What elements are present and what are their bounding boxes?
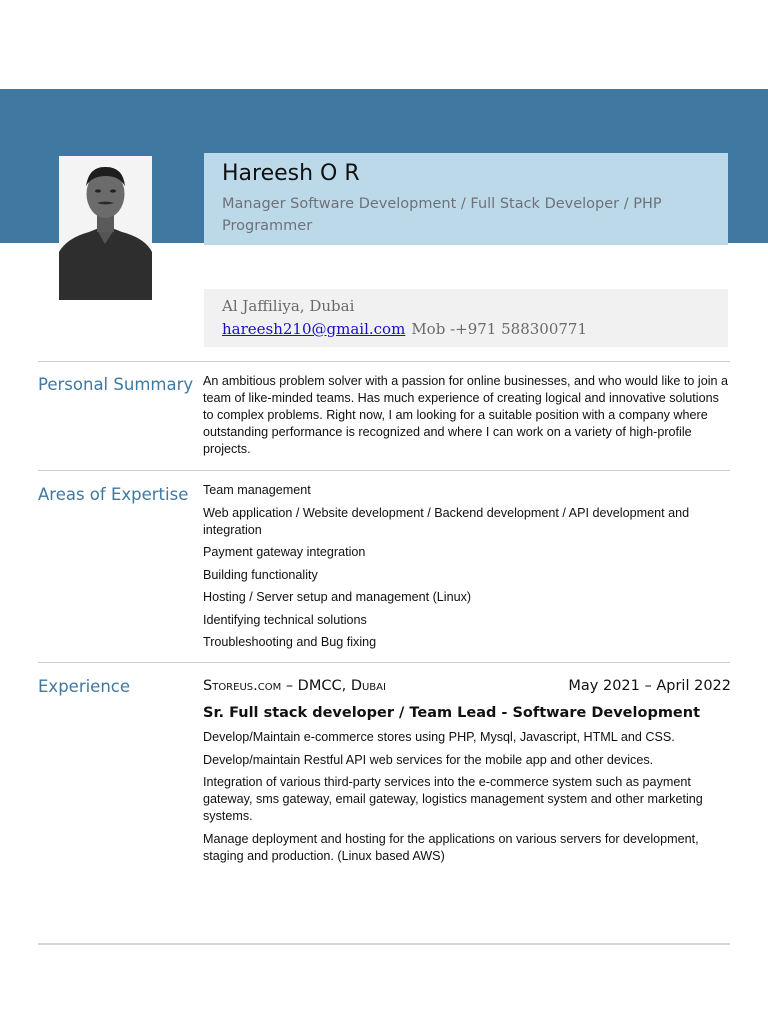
- summary-section: [203, 373, 731, 464]
- section-divider: [38, 662, 730, 663]
- summary-text: An ambitious problem solver with a passion for online businesses, and who would like to join a team of like-minded teams. Has much experience of creating logical and innovative solutions to complex problems. Right now, I am looking for a suitable position with a company where outstanding performance is recognized and where I can work on a variety of high-profile projects.: [203, 374, 729, 456]
- list-item: Team management: [203, 483, 311, 497]
- person-icon: [59, 156, 152, 300]
- experience-section: [203, 676, 731, 870]
- job-dates: May 2021 – April 2022: [568, 678, 731, 694]
- list-item: Web application / Website development / Backend development / API development and integration: [203, 505, 690, 537]
- email-link[interactable]: hareesh210@gmail.com: [222, 320, 406, 338]
- name-box: [204, 153, 728, 245]
- candidate-name: Hareesh O R: [222, 161, 360, 186]
- mobile-text: Mob -+971 588300771: [411, 320, 587, 338]
- list-item: Develop/maintain Restful API web services for the mobile app and other devices.: [203, 752, 654, 767]
- list-item: Hosting / Server setup and management (Linux): [203, 590, 472, 604]
- section-divider: [38, 470, 730, 471]
- list-item: Integration of various third-party services into the e-commerce system such as payment gateway, sms gateway, email gateway, logistics management system and other marketing systems.: [203, 775, 703, 823]
- candidate-headline: Manager Software Development / Full Stack Developer / PHP Programmer: [222, 196, 662, 234]
- contact-box: [204, 289, 728, 347]
- profile-photo: [59, 156, 152, 300]
- job-header: [203, 676, 731, 696]
- list-item: Payment gateway integration: [203, 545, 366, 559]
- location-text: Al Jaffiliya, Dubai: [222, 297, 355, 315]
- list-item: Develop/Maintain e-commerce stores using PHP, Mysql, Javascript, HTML and CSS.: [203, 730, 675, 744]
- list-item: Building functionality: [203, 567, 318, 582]
- page-divider: [38, 943, 730, 945]
- list-item: Troubleshooting and Bug fixing: [203, 635, 377, 649]
- experience-title: Experience: [38, 677, 131, 696]
- expertise-list: [203, 482, 731, 657]
- summary-title: Personal Summary: [38, 375, 194, 394]
- expertise-title: Areas of Expertise: [38, 485, 189, 504]
- list-item: Manage deployment and hosting for the applications on various servers for development, staging and production. (Linux based AWS): [203, 831, 699, 863]
- list-item: Identifying technical solutions: [203, 612, 367, 627]
- job-role: Sr. Full stack developer / Team Lead - Software Development: [203, 705, 701, 721]
- company-name: Storeus.com – DMCC, Dubai: [203, 678, 386, 694]
- section-divider: [38, 361, 730, 362]
